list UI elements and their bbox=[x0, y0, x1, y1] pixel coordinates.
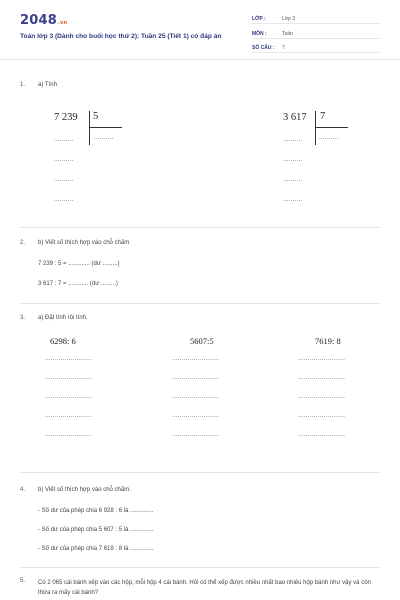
question-number: 5. bbox=[20, 578, 26, 584]
division-expression: 6298: 6 bbox=[50, 336, 76, 346]
answer-blank: ........................ bbox=[298, 413, 346, 419]
divider bbox=[20, 567, 380, 568]
meta-subject bbox=[252, 29, 380, 39]
meta-class bbox=[252, 14, 380, 24]
meta-key: SỐ CÂU : bbox=[252, 45, 275, 51]
answer-blank: ........................ bbox=[45, 375, 93, 381]
quotient-blank: .......... bbox=[94, 135, 114, 141]
fill-line: - Số dư của phép chia 6 928 : 6 là .............. bbox=[38, 508, 154, 514]
meta-value: Lớp 3 bbox=[282, 16, 296, 22]
answer-blank: ........................ bbox=[45, 356, 93, 362]
question-text: b) Viết số thích hợp vào chỗ chấm. bbox=[38, 487, 131, 493]
dividend: 3 617 bbox=[283, 112, 307, 123]
answer-blank: ........................ bbox=[298, 432, 346, 438]
answer-blank: ........................ bbox=[45, 394, 93, 400]
fill-line: - Số dư của phép chia 7 619 : 8 là .............. bbox=[38, 546, 154, 552]
division-expression: 7619: 8 bbox=[315, 336, 341, 346]
question-text: Có 2 065 cái bánh xếp vào các hộp, mỗi hộp 4 cái bánh. Hỏi có thể xếp được nhiều nhất bao nhiêu hộp bánh như vậy và còn thừa ra mấy cái bánh? bbox=[38, 580, 371, 596]
site-logo[interactable] bbox=[20, 13, 67, 28]
answer-blank: .......... bbox=[54, 137, 74, 143]
meta-value: 7 bbox=[282, 45, 285, 51]
answer-blank: ........................ bbox=[45, 413, 93, 419]
dividend: 7 239 bbox=[54, 112, 78, 123]
answer-blank: ........................ bbox=[298, 394, 346, 400]
question-number: 4. bbox=[20, 487, 26, 493]
answer-blank: .......... bbox=[283, 157, 303, 163]
answer-blank: ........................ bbox=[172, 356, 220, 362]
meta-value: Toán bbox=[282, 31, 293, 37]
answer-blank: ........................ bbox=[45, 432, 93, 438]
divider bbox=[20, 303, 380, 304]
question-text: b) Viết số thích hợp vào chỗ chấm bbox=[38, 240, 130, 246]
quotient-blank: .......... bbox=[319, 135, 339, 141]
division-bar bbox=[315, 111, 316, 145]
fill-line: - Số dư của phép chia 5 607 : 5 là .............. bbox=[38, 527, 154, 533]
question-text: a) Tính bbox=[38, 82, 57, 88]
answer-blank: .......... bbox=[283, 137, 303, 143]
answer-blank: ........................ bbox=[172, 375, 220, 381]
answer-blank: .......... bbox=[54, 197, 74, 203]
answer-blank: ........................ bbox=[172, 394, 220, 400]
divisor: 5 bbox=[93, 111, 99, 122]
document-title: Toán lớp 3 (Dành cho buổi học thứ 2): Tuần 25 (Tiết 1) có đáp án bbox=[20, 33, 222, 40]
divisor: 7 bbox=[320, 111, 326, 122]
logo-suffix: .vn bbox=[57, 20, 68, 26]
meta-question-count bbox=[252, 43, 380, 53]
answer-blank: ........................ bbox=[298, 375, 346, 381]
question-number: 1. bbox=[20, 82, 26, 88]
answer-blank: ........................ bbox=[298, 356, 346, 362]
fill-line: 7 239 : 5 = ............. (dư .........) bbox=[38, 261, 120, 267]
answer-blank: .......... bbox=[54, 157, 74, 163]
question-number: 2. bbox=[20, 240, 26, 246]
answer-blank: .......... bbox=[54, 177, 74, 183]
answer-blank: .......... bbox=[283, 197, 303, 203]
answer-blank: .......... bbox=[283, 177, 303, 183]
division-line bbox=[89, 127, 122, 128]
division-expression: 5607:5 bbox=[190, 336, 214, 346]
division-bar bbox=[89, 111, 90, 145]
fill-line: 3 617 : 7 = ............ (dư .........) bbox=[38, 281, 118, 287]
divider bbox=[20, 227, 380, 228]
answer-blank: ........................ bbox=[172, 432, 220, 438]
answer-blank: ........................ bbox=[172, 413, 220, 419]
division-line bbox=[315, 127, 348, 128]
meta-key: LỚP : bbox=[252, 16, 266, 22]
meta-key: MÔN : bbox=[252, 31, 267, 37]
question-number: 3. bbox=[20, 315, 26, 321]
divider bbox=[20, 472, 380, 473]
question-text: a) Đặt tính rồi tính. bbox=[38, 315, 88, 321]
page-header bbox=[0, 0, 400, 60]
logo-text: 2048 bbox=[20, 13, 57, 28]
